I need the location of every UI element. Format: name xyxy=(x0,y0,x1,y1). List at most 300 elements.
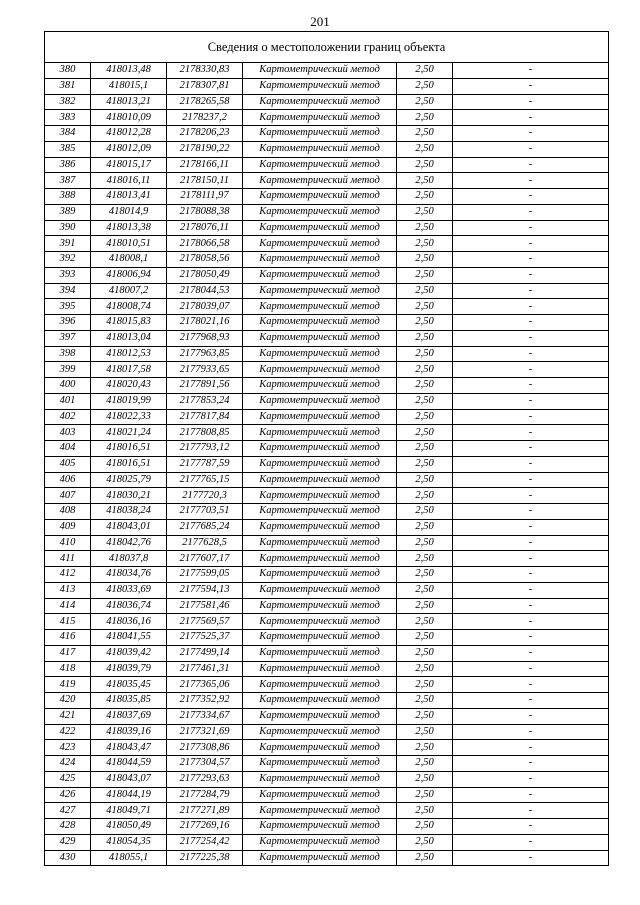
point-number-cell: 400 xyxy=(45,378,91,394)
y-coordinate-cell: 2177628,5 xyxy=(167,535,243,551)
accuracy-cell: 2,50 xyxy=(397,267,453,283)
y-coordinate-cell: 2177461,31 xyxy=(167,661,243,677)
method-cell: Картометрический метод xyxy=(243,756,397,772)
table-row xyxy=(45,78,609,94)
x-coordinate-cell: 418015,83 xyxy=(91,315,167,331)
x-coordinate-cell: 418036,16 xyxy=(91,614,167,630)
table-row xyxy=(45,204,609,220)
accuracy-cell: 2,50 xyxy=(397,614,453,630)
table-row xyxy=(45,582,609,598)
y-coordinate-cell: 2177963,85 xyxy=(167,346,243,362)
table-row xyxy=(45,567,609,583)
table-row xyxy=(45,519,609,535)
description-cell: - xyxy=(453,220,609,236)
y-coordinate-cell: 2177968,93 xyxy=(167,330,243,346)
x-coordinate-cell: 418034,76 xyxy=(91,567,167,583)
table-row xyxy=(45,819,609,835)
method-cell: Картометрический метод xyxy=(243,850,397,866)
x-coordinate-cell: 418025,79 xyxy=(91,472,167,488)
point-number-cell: 402 xyxy=(45,409,91,425)
point-number-cell: 405 xyxy=(45,456,91,472)
table-title-row xyxy=(45,32,609,63)
accuracy-cell: 2,50 xyxy=(397,362,453,378)
method-cell: Картометрический метод xyxy=(243,693,397,709)
method-cell: Картометрический метод xyxy=(243,126,397,142)
method-cell: Картометрический метод xyxy=(243,315,397,331)
y-coordinate-cell: 2177599,05 xyxy=(167,567,243,583)
accuracy-cell: 2,50 xyxy=(397,252,453,268)
table-row xyxy=(45,157,609,173)
table-row xyxy=(45,409,609,425)
point-number-cell: 395 xyxy=(45,299,91,315)
table-row xyxy=(45,834,609,850)
description-cell: - xyxy=(453,267,609,283)
description-cell: - xyxy=(453,315,609,331)
x-coordinate-cell: 418014,9 xyxy=(91,204,167,220)
method-cell: Картометрический метод xyxy=(243,661,397,677)
table-row xyxy=(45,362,609,378)
accuracy-cell: 2,50 xyxy=(397,567,453,583)
y-coordinate-cell: 2177817,84 xyxy=(167,409,243,425)
description-cell: - xyxy=(453,299,609,315)
method-cell: Картометрический метод xyxy=(243,456,397,472)
point-number-cell: 391 xyxy=(45,236,91,252)
table-row xyxy=(45,504,609,520)
table-row xyxy=(45,456,609,472)
point-number-cell: 384 xyxy=(45,126,91,142)
x-coordinate-cell: 418054,35 xyxy=(91,834,167,850)
method-cell: Картометрический метод xyxy=(243,519,397,535)
method-cell: Картометрический метод xyxy=(243,535,397,551)
x-coordinate-cell: 418010,51 xyxy=(91,236,167,252)
point-number-cell: 420 xyxy=(45,693,91,709)
description-cell: - xyxy=(453,756,609,772)
table-row xyxy=(45,283,609,299)
description-cell: - xyxy=(453,330,609,346)
accuracy-cell: 2,50 xyxy=(397,724,453,740)
method-cell: Картометрический метод xyxy=(243,787,397,803)
description-cell: - xyxy=(453,141,609,157)
x-coordinate-cell: 418030,21 xyxy=(91,488,167,504)
y-coordinate-cell: 2178044,53 xyxy=(167,283,243,299)
accuracy-cell: 2,50 xyxy=(397,157,453,173)
accuracy-cell: 2,50 xyxy=(397,787,453,803)
x-coordinate-cell: 418044,19 xyxy=(91,787,167,803)
accuracy-cell: 2,50 xyxy=(397,94,453,110)
point-number-cell: 416 xyxy=(45,630,91,646)
method-cell: Картометрический метод xyxy=(243,141,397,157)
method-cell: Картометрический метод xyxy=(243,63,397,79)
y-coordinate-cell: 2178039,07 xyxy=(167,299,243,315)
point-number-cell: 403 xyxy=(45,425,91,441)
point-number-cell: 399 xyxy=(45,362,91,378)
description-cell: - xyxy=(453,819,609,835)
y-coordinate-cell: 2178307,81 xyxy=(167,78,243,94)
point-number-cell: 415 xyxy=(45,614,91,630)
description-cell: - xyxy=(453,645,609,661)
description-cell: - xyxy=(453,504,609,520)
table-row xyxy=(45,141,609,157)
x-coordinate-cell: 418012,28 xyxy=(91,126,167,142)
description-cell: - xyxy=(453,189,609,205)
point-number-cell: 424 xyxy=(45,756,91,772)
accuracy-cell: 2,50 xyxy=(397,645,453,661)
x-coordinate-cell: 418016,11 xyxy=(91,173,167,189)
description-cell: - xyxy=(453,787,609,803)
description-cell: - xyxy=(453,693,609,709)
y-coordinate-cell: 2177254,42 xyxy=(167,834,243,850)
description-cell: - xyxy=(453,708,609,724)
table-title: Сведения о местоположении границ объекта xyxy=(45,32,609,63)
point-number-cell: 380 xyxy=(45,63,91,79)
x-coordinate-cell: 418039,16 xyxy=(91,724,167,740)
x-coordinate-cell: 418035,45 xyxy=(91,677,167,693)
method-cell: Картометрический метод xyxy=(243,330,397,346)
x-coordinate-cell: 418013,38 xyxy=(91,220,167,236)
x-coordinate-cell: 418008,74 xyxy=(91,299,167,315)
description-cell: - xyxy=(453,456,609,472)
point-number-cell: 404 xyxy=(45,441,91,457)
x-coordinate-cell: 418013,21 xyxy=(91,94,167,110)
accuracy-cell: 2,50 xyxy=(397,850,453,866)
y-coordinate-cell: 2178166,11 xyxy=(167,157,243,173)
y-coordinate-cell: 2177808,85 xyxy=(167,425,243,441)
accuracy-cell: 2,50 xyxy=(397,346,453,362)
table-row xyxy=(45,708,609,724)
table-row xyxy=(45,787,609,803)
point-number-cell: 409 xyxy=(45,519,91,535)
accuracy-cell: 2,50 xyxy=(397,110,453,126)
point-number-cell: 407 xyxy=(45,488,91,504)
point-number-cell: 423 xyxy=(45,740,91,756)
method-cell: Картометрический метод xyxy=(243,614,397,630)
accuracy-cell: 2,50 xyxy=(397,756,453,772)
accuracy-cell: 2,50 xyxy=(397,535,453,551)
method-cell: Картометрический метод xyxy=(243,724,397,740)
x-coordinate-cell: 418016,51 xyxy=(91,441,167,457)
table-row xyxy=(45,220,609,236)
table-row xyxy=(45,267,609,283)
table-row xyxy=(45,236,609,252)
table-row xyxy=(45,472,609,488)
method-cell: Картометрический метод xyxy=(243,488,397,504)
table-row xyxy=(45,315,609,331)
description-cell: - xyxy=(453,614,609,630)
table-row xyxy=(45,441,609,457)
accuracy-cell: 2,50 xyxy=(397,378,453,394)
accuracy-cell: 2,50 xyxy=(397,330,453,346)
x-coordinate-cell: 418010,09 xyxy=(91,110,167,126)
x-coordinate-cell: 418016,51 xyxy=(91,456,167,472)
table-row xyxy=(45,393,609,409)
point-number-cell: 386 xyxy=(45,157,91,173)
accuracy-cell: 2,50 xyxy=(397,409,453,425)
x-coordinate-cell: 418033,69 xyxy=(91,582,167,598)
method-cell: Картометрический метод xyxy=(243,425,397,441)
point-number-cell: 425 xyxy=(45,771,91,787)
accuracy-cell: 2,50 xyxy=(397,220,453,236)
method-cell: Картометрический метод xyxy=(243,78,397,94)
accuracy-cell: 2,50 xyxy=(397,441,453,457)
table-row xyxy=(45,126,609,142)
method-cell: Картометрический метод xyxy=(243,362,397,378)
table-row xyxy=(45,756,609,772)
point-number-cell: 422 xyxy=(45,724,91,740)
accuracy-cell: 2,50 xyxy=(397,141,453,157)
y-coordinate-cell: 2177271,89 xyxy=(167,803,243,819)
table-row xyxy=(45,661,609,677)
method-cell: Картометрический метод xyxy=(243,393,397,409)
x-coordinate-cell: 418037,8 xyxy=(91,551,167,567)
description-cell: - xyxy=(453,173,609,189)
x-coordinate-cell: 418015,17 xyxy=(91,157,167,173)
x-coordinate-cell: 418035,85 xyxy=(91,693,167,709)
description-cell: - xyxy=(453,157,609,173)
accuracy-cell: 2,50 xyxy=(397,740,453,756)
x-coordinate-cell: 418013,48 xyxy=(91,63,167,79)
x-coordinate-cell: 418043,01 xyxy=(91,519,167,535)
accuracy-cell: 2,50 xyxy=(397,598,453,614)
x-coordinate-cell: 418015,1 xyxy=(91,78,167,94)
y-coordinate-cell: 2177225,38 xyxy=(167,850,243,866)
table-row xyxy=(45,378,609,394)
x-coordinate-cell: 418055,1 xyxy=(91,850,167,866)
accuracy-cell: 2,50 xyxy=(397,693,453,709)
x-coordinate-cell: 418041,55 xyxy=(91,630,167,646)
y-coordinate-cell: 2177304,57 xyxy=(167,756,243,772)
accuracy-cell: 2,50 xyxy=(397,819,453,835)
table-row xyxy=(45,740,609,756)
x-coordinate-cell: 418007,2 xyxy=(91,283,167,299)
description-cell: - xyxy=(453,283,609,299)
y-coordinate-cell: 2178111,97 xyxy=(167,189,243,205)
y-coordinate-cell: 2177933,65 xyxy=(167,362,243,378)
method-cell: Картометрический метод xyxy=(243,819,397,835)
accuracy-cell: 2,50 xyxy=(397,173,453,189)
x-coordinate-cell: 418008,1 xyxy=(91,252,167,268)
table-row xyxy=(45,488,609,504)
description-cell: - xyxy=(453,724,609,740)
description-cell: - xyxy=(453,126,609,142)
description-cell: - xyxy=(453,472,609,488)
description-cell: - xyxy=(453,535,609,551)
x-coordinate-cell: 418021,24 xyxy=(91,425,167,441)
x-coordinate-cell: 418037,69 xyxy=(91,708,167,724)
description-cell: - xyxy=(453,78,609,94)
method-cell: Картометрический метод xyxy=(243,630,397,646)
table-row xyxy=(45,330,609,346)
description-cell: - xyxy=(453,378,609,394)
description-cell: - xyxy=(453,598,609,614)
y-coordinate-cell: 2177334,67 xyxy=(167,708,243,724)
y-coordinate-cell: 2178058,56 xyxy=(167,252,243,268)
method-cell: Картометрический метод xyxy=(243,582,397,598)
point-number-cell: 417 xyxy=(45,645,91,661)
y-coordinate-cell: 2178190,22 xyxy=(167,141,243,157)
point-number-cell: 383 xyxy=(45,110,91,126)
accuracy-cell: 2,50 xyxy=(397,582,453,598)
accuracy-cell: 2,50 xyxy=(397,236,453,252)
method-cell: Картометрический метод xyxy=(243,677,397,693)
y-coordinate-cell: 2178330,83 xyxy=(167,63,243,79)
table-row xyxy=(45,425,609,441)
point-number-cell: 418 xyxy=(45,661,91,677)
description-cell: - xyxy=(453,94,609,110)
y-coordinate-cell: 2177607,17 xyxy=(167,551,243,567)
description-cell: - xyxy=(453,393,609,409)
point-number-cell: 421 xyxy=(45,708,91,724)
y-coordinate-cell: 2177269,16 xyxy=(167,819,243,835)
description-cell: - xyxy=(453,850,609,866)
y-coordinate-cell: 2177365,06 xyxy=(167,677,243,693)
point-number-cell: 428 xyxy=(45,819,91,835)
method-cell: Картометрический метод xyxy=(243,598,397,614)
point-number-cell: 392 xyxy=(45,252,91,268)
description-cell: - xyxy=(453,834,609,850)
table-row xyxy=(45,346,609,362)
y-coordinate-cell: 2177284,79 xyxy=(167,787,243,803)
x-coordinate-cell: 418017,58 xyxy=(91,362,167,378)
x-coordinate-cell: 418013,04 xyxy=(91,330,167,346)
y-coordinate-cell: 2178150,11 xyxy=(167,173,243,189)
description-cell: - xyxy=(453,409,609,425)
method-cell: Картометрический метод xyxy=(243,551,397,567)
table-row xyxy=(45,551,609,567)
x-coordinate-cell: 418050,49 xyxy=(91,819,167,835)
point-number-cell: 398 xyxy=(45,346,91,362)
table-row xyxy=(45,299,609,315)
accuracy-cell: 2,50 xyxy=(397,661,453,677)
point-number-cell: 396 xyxy=(45,315,91,331)
method-cell: Картометрический метод xyxy=(243,157,397,173)
method-cell: Картометрический метод xyxy=(243,267,397,283)
description-cell: - xyxy=(453,740,609,756)
method-cell: Картометрический метод xyxy=(243,236,397,252)
point-number-cell: 388 xyxy=(45,189,91,205)
point-number-cell: 408 xyxy=(45,504,91,520)
method-cell: Картометрический метод xyxy=(243,110,397,126)
description-cell: - xyxy=(453,204,609,220)
table-row xyxy=(45,173,609,189)
x-coordinate-cell: 418013,41 xyxy=(91,189,167,205)
point-number-cell: 410 xyxy=(45,535,91,551)
x-coordinate-cell: 418043,47 xyxy=(91,740,167,756)
y-coordinate-cell: 2177787,59 xyxy=(167,456,243,472)
method-cell: Картометрический метод xyxy=(243,283,397,299)
method-cell: Картометрический метод xyxy=(243,504,397,520)
table-row xyxy=(45,693,609,709)
description-cell: - xyxy=(453,677,609,693)
description-cell: - xyxy=(453,425,609,441)
table-row xyxy=(45,677,609,693)
point-number-cell: 401 xyxy=(45,393,91,409)
description-cell: - xyxy=(453,630,609,646)
y-coordinate-cell: 2178265,58 xyxy=(167,94,243,110)
accuracy-cell: 2,50 xyxy=(397,425,453,441)
point-number-cell: 413 xyxy=(45,582,91,598)
description-cell: - xyxy=(453,803,609,819)
description-cell: - xyxy=(453,362,609,378)
x-coordinate-cell: 418038,24 xyxy=(91,504,167,520)
method-cell: Картометрический метод xyxy=(243,94,397,110)
description-cell: - xyxy=(453,582,609,598)
table-row xyxy=(45,850,609,866)
y-coordinate-cell: 2177293,63 xyxy=(167,771,243,787)
accuracy-cell: 2,50 xyxy=(397,472,453,488)
method-cell: Картометрический метод xyxy=(243,252,397,268)
accuracy-cell: 2,50 xyxy=(397,78,453,94)
table-row xyxy=(45,63,609,79)
accuracy-cell: 2,50 xyxy=(397,677,453,693)
accuracy-cell: 2,50 xyxy=(397,551,453,567)
point-number-cell: 385 xyxy=(45,141,91,157)
point-number-cell: 394 xyxy=(45,283,91,299)
y-coordinate-cell: 2177853,24 xyxy=(167,393,243,409)
accuracy-cell: 2,50 xyxy=(397,299,453,315)
y-coordinate-cell: 2178021,16 xyxy=(167,315,243,331)
method-cell: Картометрический метод xyxy=(243,567,397,583)
x-coordinate-cell: 418022,33 xyxy=(91,409,167,425)
accuracy-cell: 2,50 xyxy=(397,63,453,79)
method-cell: Картометрический метод xyxy=(243,472,397,488)
table-row xyxy=(45,771,609,787)
accuracy-cell: 2,50 xyxy=(397,393,453,409)
table-row xyxy=(45,189,609,205)
y-coordinate-cell: 2177581,46 xyxy=(167,598,243,614)
y-coordinate-cell: 2177685,24 xyxy=(167,519,243,535)
point-number-cell: 397 xyxy=(45,330,91,346)
y-coordinate-cell: 2177525,37 xyxy=(167,630,243,646)
accuracy-cell: 2,50 xyxy=(397,126,453,142)
table-row xyxy=(45,645,609,661)
method-cell: Картометрический метод xyxy=(243,708,397,724)
method-cell: Картометрический метод xyxy=(243,771,397,787)
method-cell: Картометрический метод xyxy=(243,803,397,819)
point-number-cell: 382 xyxy=(45,94,91,110)
description-cell: - xyxy=(453,661,609,677)
table-row xyxy=(45,252,609,268)
method-cell: Картометрический метод xyxy=(243,409,397,425)
accuracy-cell: 2,50 xyxy=(397,456,453,472)
method-cell: Картометрический метод xyxy=(243,740,397,756)
accuracy-cell: 2,50 xyxy=(397,708,453,724)
point-number-cell: 390 xyxy=(45,220,91,236)
y-coordinate-cell: 2178066,58 xyxy=(167,236,243,252)
y-coordinate-cell: 2178076,11 xyxy=(167,220,243,236)
accuracy-cell: 2,50 xyxy=(397,519,453,535)
point-number-cell: 406 xyxy=(45,472,91,488)
method-cell: Картометрический метод xyxy=(243,299,397,315)
accuracy-cell: 2,50 xyxy=(397,283,453,299)
y-coordinate-cell: 2177703,51 xyxy=(167,504,243,520)
x-coordinate-cell: 418042,76 xyxy=(91,535,167,551)
method-cell: Картометрический метод xyxy=(243,189,397,205)
accuracy-cell: 2,50 xyxy=(397,630,453,646)
method-cell: Картометрический метод xyxy=(243,173,397,189)
table-row xyxy=(45,598,609,614)
y-coordinate-cell: 2178050,49 xyxy=(167,267,243,283)
y-coordinate-cell: 2177352,92 xyxy=(167,693,243,709)
point-number-cell: 414 xyxy=(45,598,91,614)
y-coordinate-cell: 2178206,23 xyxy=(167,126,243,142)
description-cell: - xyxy=(453,441,609,457)
accuracy-cell: 2,50 xyxy=(397,189,453,205)
y-coordinate-cell: 2177499,14 xyxy=(167,645,243,661)
point-number-cell: 419 xyxy=(45,677,91,693)
x-coordinate-cell: 418036,74 xyxy=(91,598,167,614)
point-number-cell: 411 xyxy=(45,551,91,567)
point-number-cell: 412 xyxy=(45,567,91,583)
